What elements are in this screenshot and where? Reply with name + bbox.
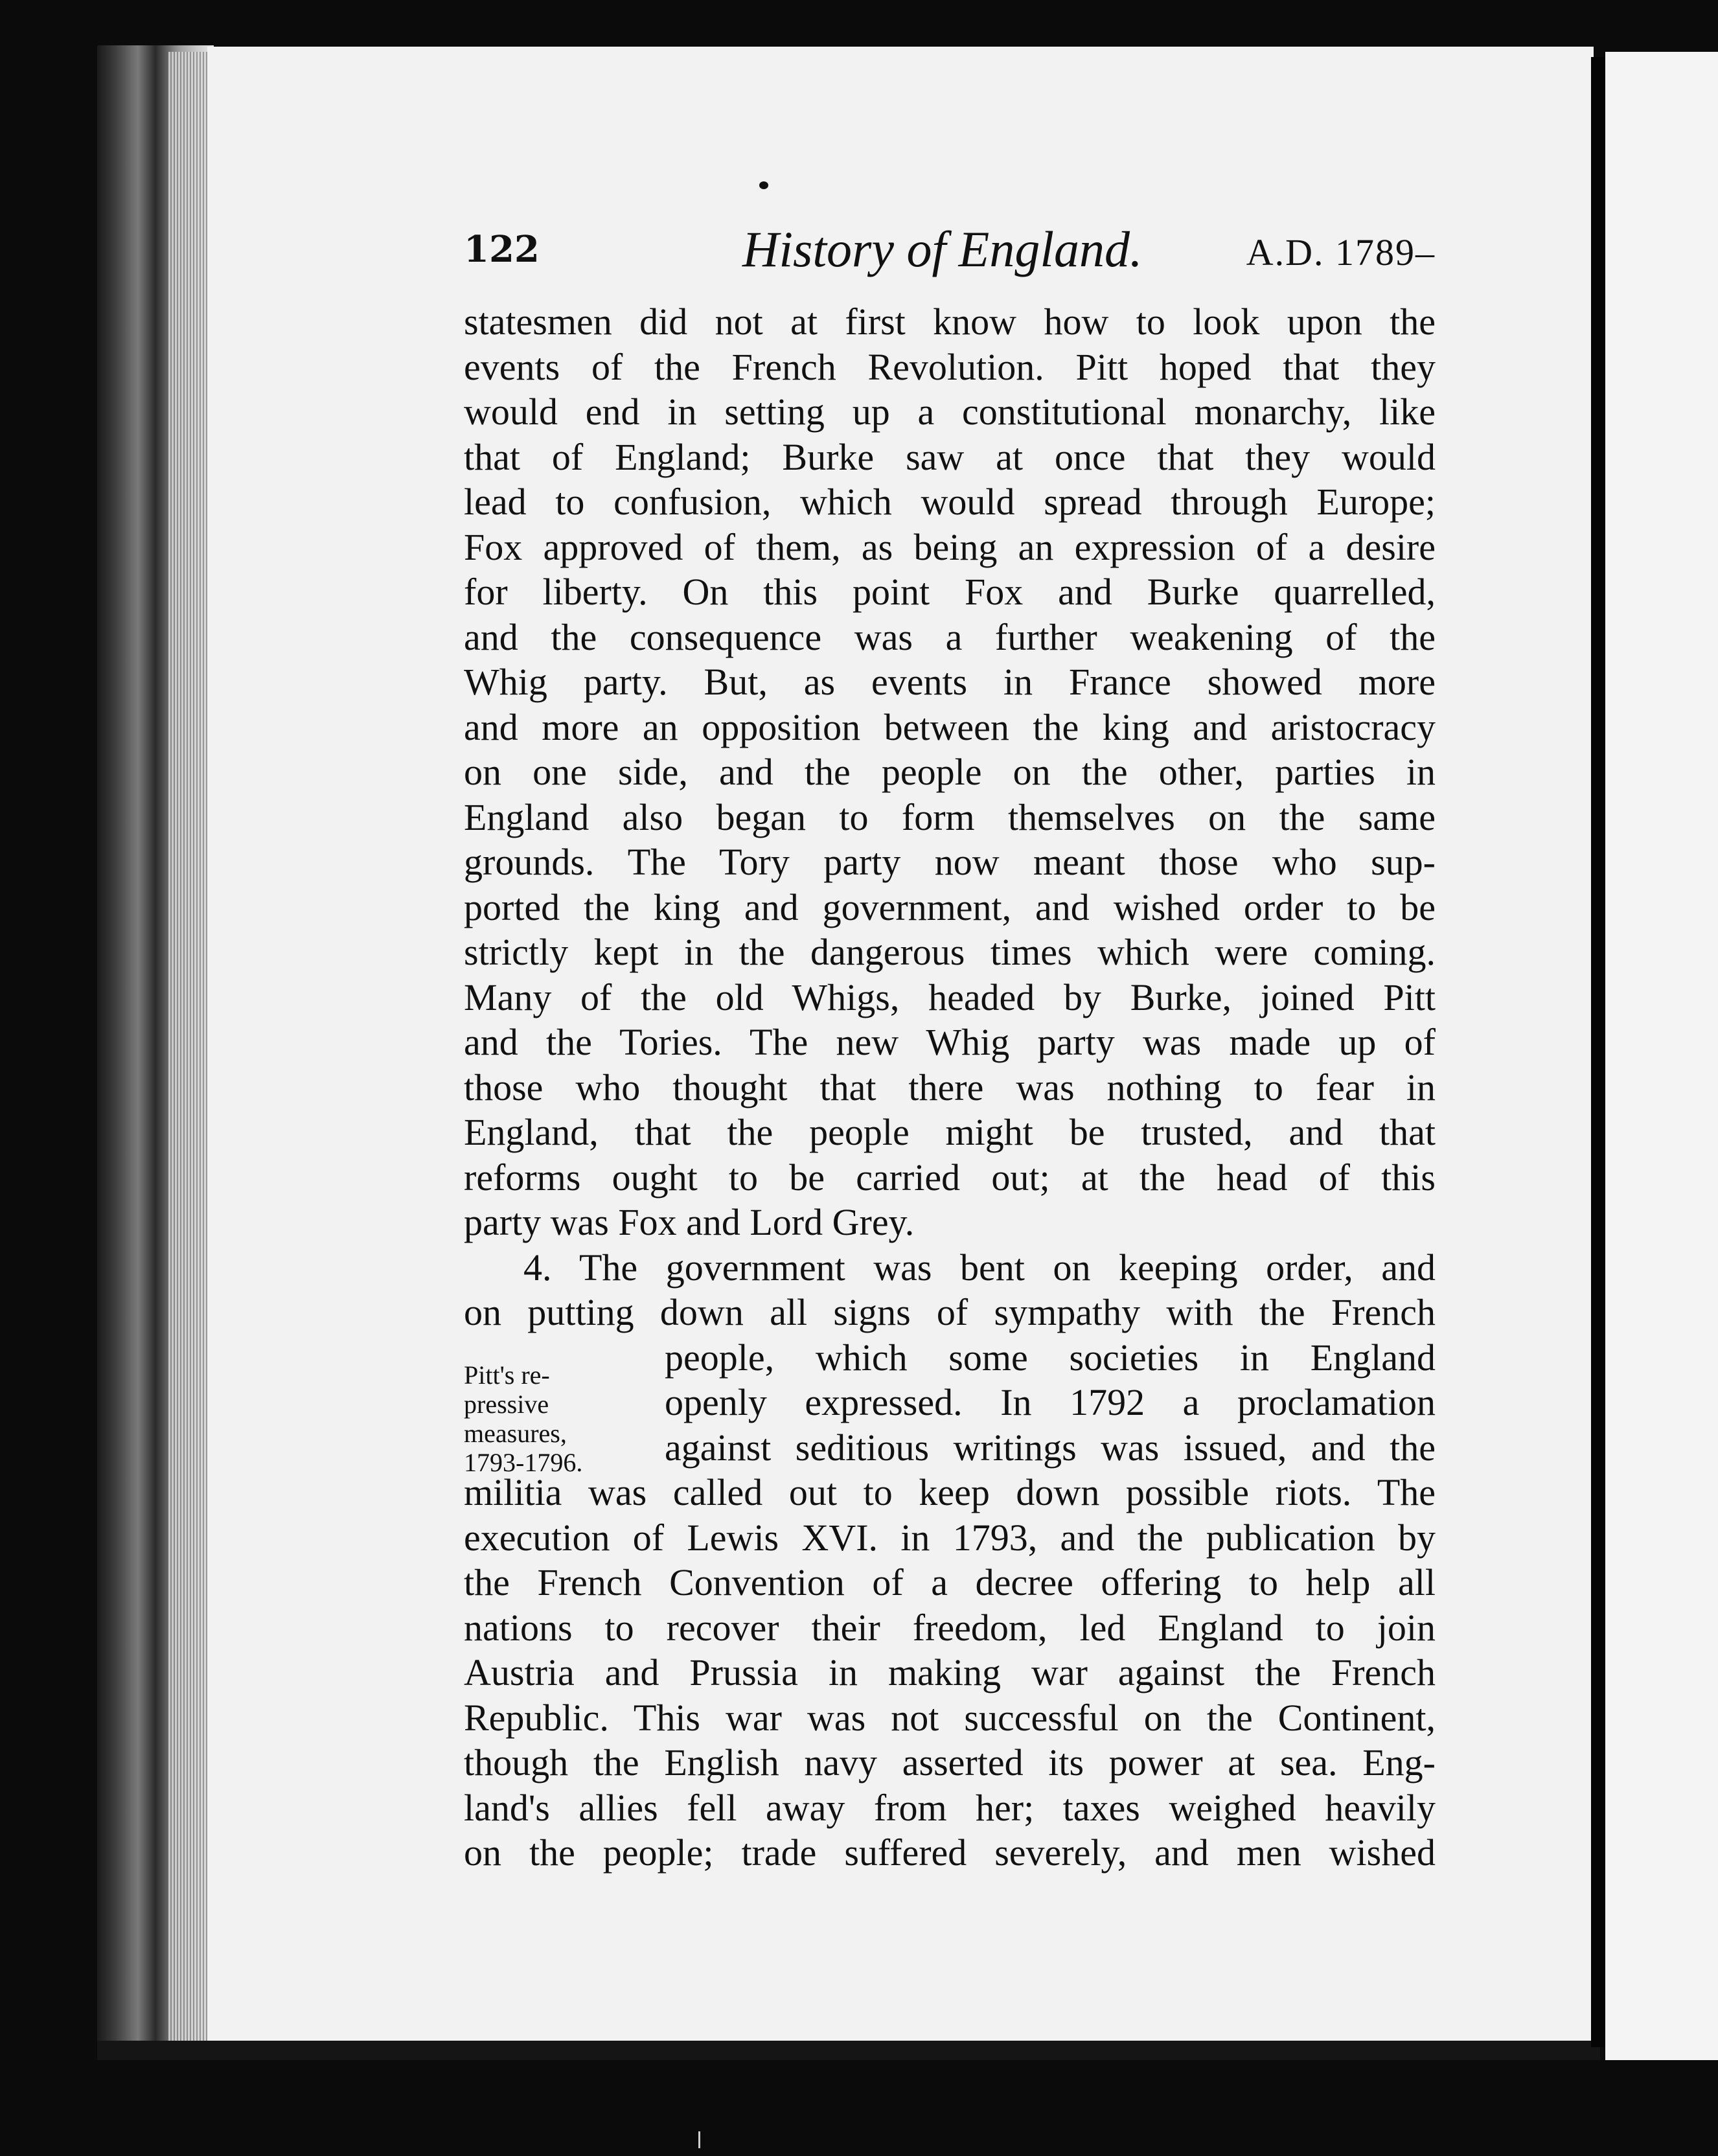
facing-page-fragment xyxy=(1605,52,1718,2060)
sidenote-line: measures, xyxy=(464,1419,567,1448)
text-line: land's allies fell away from her; taxes weighed heavily xyxy=(464,1786,1436,1829)
text-line: England also began to form themselves on the same xyxy=(464,796,1436,838)
sidenote-line: Pitt's re- xyxy=(464,1360,550,1390)
page-bottom-shadow xyxy=(97,2041,1600,2060)
text-line: would end in setting up a constitutional monarchy, like xyxy=(464,391,1436,433)
text-line: and more an opposition between the king and aristocracy xyxy=(464,705,1436,748)
running-title: History of England. xyxy=(742,221,1143,277)
text-line: against seditious writings was issued, and the xyxy=(665,1426,1436,1469)
text-line: statesmen did not at first know how to look upon the xyxy=(464,301,1436,343)
margin-sidenote xyxy=(464,1360,658,1477)
text-line: on one side, and the people on the other, parties in xyxy=(464,751,1436,793)
text-line: the French Convention of a decree offering to help all xyxy=(464,1561,1436,1603)
page-number: 122 xyxy=(464,228,540,271)
text-line: Austria and Prussia in making war against the French xyxy=(464,1651,1436,1693)
text-line: and the Tories. The new Whig party was made up of xyxy=(464,1021,1436,1063)
text-line: militia was called out to keep down possible riots. The xyxy=(464,1471,1436,1513)
text-line: on the people; trade suffered severely, and men wished xyxy=(464,1831,1436,1874)
ink-dot xyxy=(759,181,768,189)
text-line: execution of Lewis XVI. in 1793, and the publication by xyxy=(464,1516,1436,1559)
text-line: ported the king and government, and wished order to be xyxy=(464,886,1436,928)
text-line: that of England; Burke saw at once that they would xyxy=(464,435,1436,478)
text-line: Many of the old Whigs, headed by Burke, joined Pitt xyxy=(464,976,1436,1018)
sidenote-line: 1793-1796. xyxy=(464,1448,583,1477)
text-line: Fox approved of them, as being an expression of a desire xyxy=(464,525,1436,568)
text-line: for liberty. On this point Fox and Burke quarrelled, xyxy=(464,571,1436,613)
page-header xyxy=(464,220,1436,285)
text-line: openly expressed. In 1792 a proclamation xyxy=(665,1381,1436,1423)
text-line: and the consequence was a further weakening of the xyxy=(464,615,1436,658)
text-line: lead to confusion, which would spread through Europe; xyxy=(464,481,1436,523)
text-line: though the English navy asserted its power at sea. Eng- xyxy=(464,1741,1436,1783)
text-line: grounds. The Tory party now meant those who sup- xyxy=(464,841,1436,883)
body-text xyxy=(464,299,1436,1875)
scan-mark xyxy=(698,2131,700,2148)
text-line: Republic. This war was not successful on the Continent, xyxy=(464,1696,1436,1739)
text-line: people, which some societies in England xyxy=(665,1336,1436,1379)
gutter-divider xyxy=(1591,57,1604,2047)
text-line: events of the French Revolution. Pitt hoped that they xyxy=(464,345,1436,388)
sidenote-line: pressive xyxy=(464,1390,549,1419)
text-line: strictly kept in the dangerous times which were coming. xyxy=(464,931,1436,973)
date-range: A.D. 1789– xyxy=(1246,231,1436,273)
section-start-line: 4. The government was bent on keeping order, and xyxy=(523,1246,1436,1289)
text-line: nations to recover their freedom, led England to join xyxy=(464,1606,1436,1649)
text-line: on putting down all signs of sympathy with the French xyxy=(464,1291,1436,1333)
text-line: England, that the people might be trusted, and that xyxy=(464,1111,1436,1153)
text-line: those who thought that there was nothing to fear in xyxy=(464,1066,1436,1108)
text-line: reforms ought to be carried out; at the head of this xyxy=(464,1156,1436,1198)
text-line: party was Fox and Lord Grey. xyxy=(464,1201,915,1243)
text-line: Whig party. But, as events in France showed more xyxy=(464,661,1436,703)
